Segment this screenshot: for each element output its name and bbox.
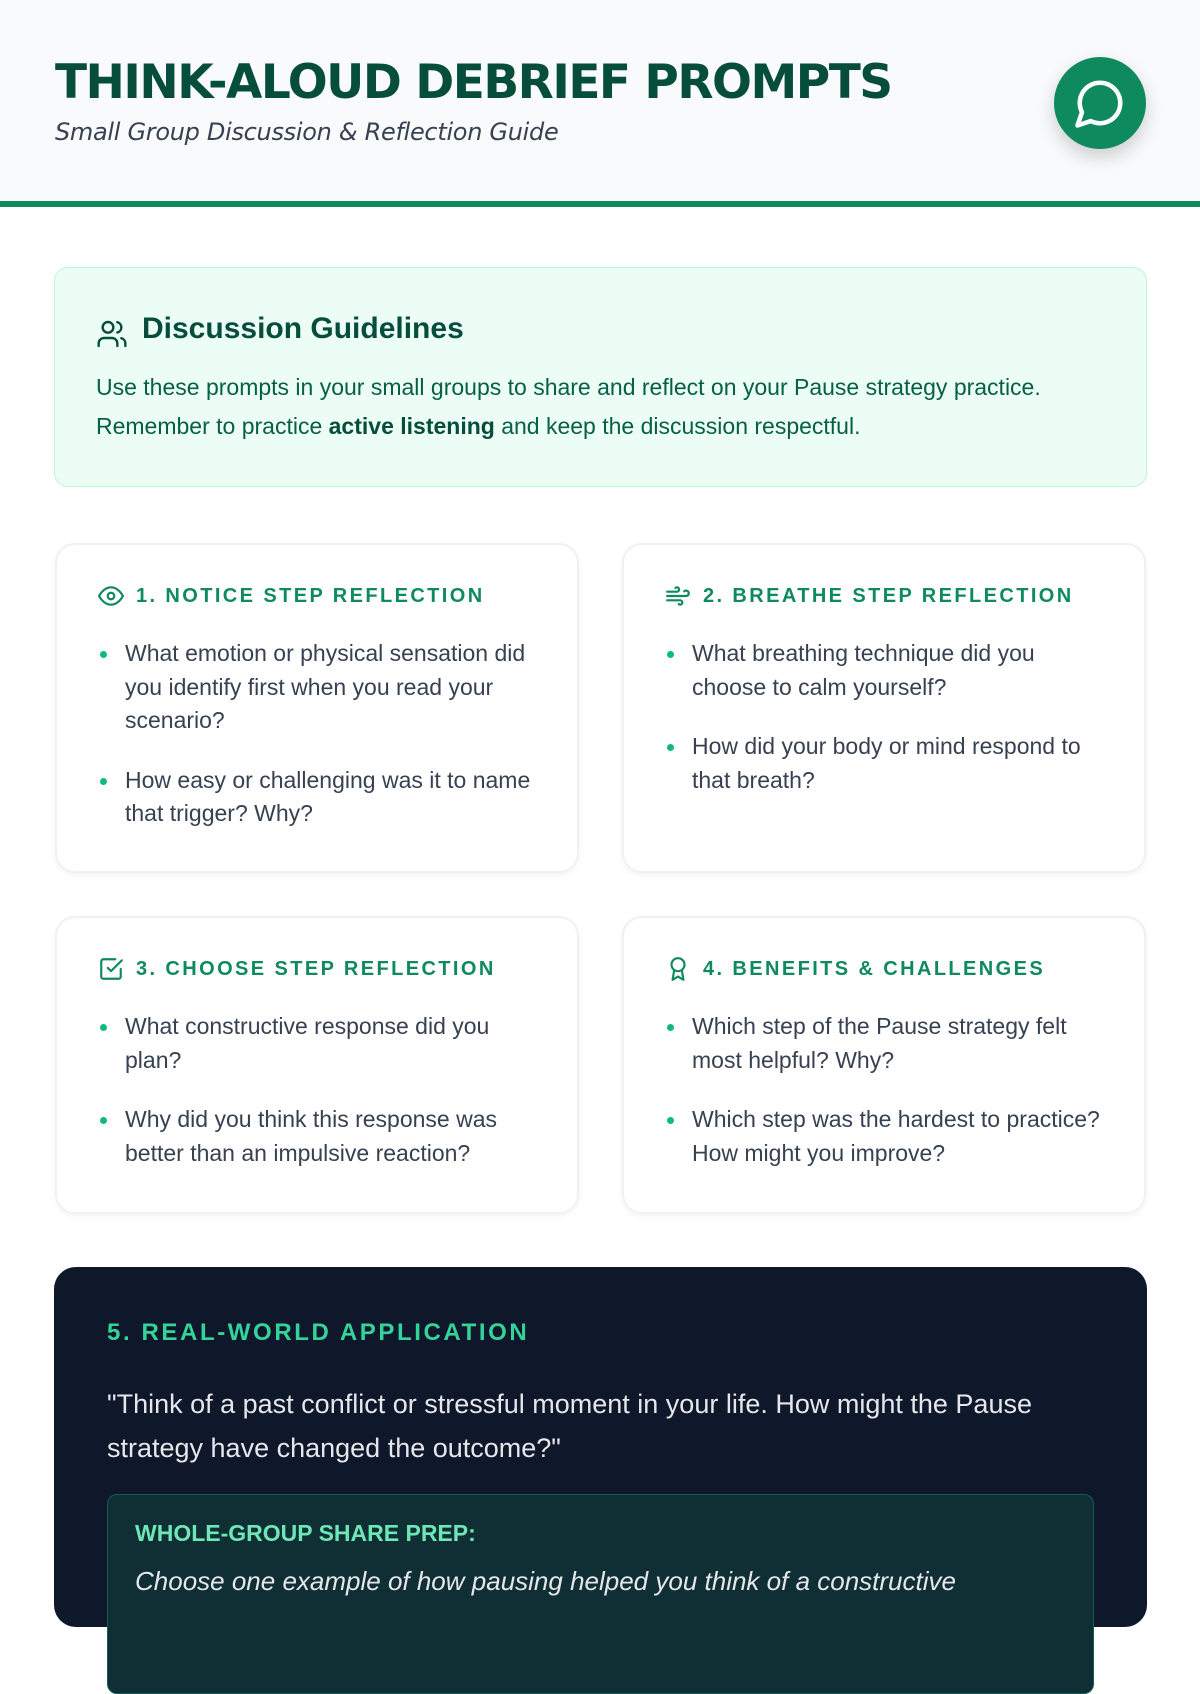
chat-button[interactable] — [1054, 57, 1146, 149]
card-title: 4. BENEFITS & CHALLENGES — [703, 957, 1046, 980]
discussion-guidelines-panel — [54, 267, 1147, 487]
real-world-quote: "Think of a past conflict or stressful moment in your life. How might the Pause strategy have changed the outcome?" — [107, 1389, 1032, 1463]
prompt-item: How did your body or mind respond to that breath? — [665, 730, 1105, 797]
prompt-list — [98, 1010, 538, 1196]
guidelines-text — [96, 368, 1106, 446]
card-title: 3. CHOOSE STEP REFLECTION — [136, 957, 496, 980]
card-title: 1. NOTICE STEP REFLECTION — [136, 584, 485, 607]
prompt-item: Why did you think this response was better than an impulsive reaction? — [98, 1103, 538, 1170]
prompt-item: Which step was the hardest to practice? How might you improve? — [665, 1103, 1105, 1170]
check-square-icon — [98, 956, 124, 982]
users-icon — [96, 318, 128, 350]
prompt-item: What emotion or physical sensation did you identify first when you read your scenario? — [98, 637, 538, 738]
chat-bubble-icon — [1073, 76, 1127, 130]
benefits-challenges-card — [622, 916, 1146, 1214]
choose-step-card — [55, 916, 579, 1214]
prompt-item: What constructive response did you plan? — [98, 1010, 538, 1077]
page-subtitle: Small Group Discussion & Reflection Guide — [55, 118, 559, 146]
card-header — [98, 956, 496, 982]
real-world-title: 5. REAL-WORLD APPLICATION — [107, 1319, 530, 1346]
card-title: 2. BREATHE STEP REFLECTION — [703, 584, 1074, 607]
prompt-item: What breathing technique did you choose to calm yourself? — [665, 637, 1105, 704]
guidelines-text-start: Use these prompts in your small groups to share and reflect on your Pause strategy practice. Remember to practice — [96, 374, 1041, 439]
card-header — [98, 583, 485, 609]
guidelines-title: Discussion Guidelines — [142, 312, 464, 345]
breathe-step-card — [622, 543, 1146, 873]
award-icon — [665, 956, 691, 982]
real-world-application-panel — [54, 1267, 1147, 1627]
share-prep-label: WHOLE-GROUP SHARE PREP: — [135, 1520, 476, 1546]
page-title: THINK-ALOUD DEBRIEF PROMPTS — [55, 55, 892, 110]
eye-icon — [98, 583, 124, 609]
card-header — [665, 583, 1074, 609]
notice-step-card — [55, 543, 579, 873]
prompt-list — [98, 637, 538, 857]
page-header — [0, 0, 1200, 207]
card-header — [665, 956, 1045, 982]
prompt-list — [665, 1010, 1105, 1196]
prompt-item: How easy or challenging was it to name that trigger? Why? — [98, 764, 538, 831]
guidelines-text-end: and keep the discussion respectful. — [494, 413, 861, 439]
wind-icon — [665, 583, 691, 609]
prompt-list — [665, 637, 1105, 823]
share-prep-box — [107, 1494, 1094, 1694]
prompt-item: Which step of the Pause strategy felt most helpful? Why? — [665, 1010, 1105, 1077]
guidelines-emphasis: active listening — [328, 413, 495, 439]
share-prep-text: Choose one example of how pausing helped you think of a constructive — [135, 1566, 956, 1596]
